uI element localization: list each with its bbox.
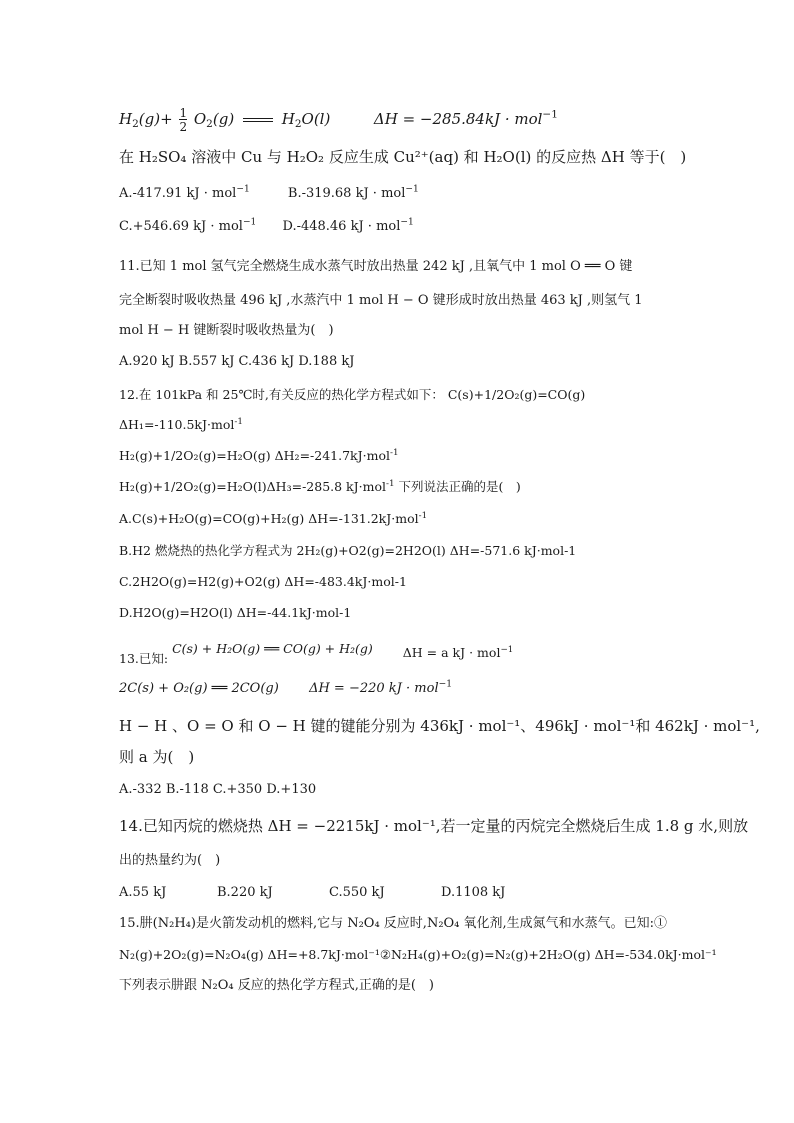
enthalpy-value: ΔH = −220 kJ · mol — [309, 681, 439, 696]
option-c: C.+546.69 kJ · mol — [119, 219, 243, 234]
q12-option-a — [119, 510, 754, 528]
question-text: 下列说法正确的是( ) — [398, 479, 521, 494]
exponent: −1 — [242, 217, 257, 228]
q15-line2: N₂(g)+2O₂(g)=N₂O₄(g) ΔH=+8.7kJ·mol⁻¹②N₂H₄(g)+O₂(g)=N₂(g)+2H₂O(g) ΔH=-534.0kJ·mol⁻¹ — [119, 947, 717, 962]
eq-term: H — [281, 110, 295, 128]
exponent: -1 — [386, 478, 395, 489]
option-a: A.-417.91 kJ · mol — [119, 186, 237, 201]
equation: H₂(g)+1/2O₂(g)=H₂O(g) ΔH₂=-241.7kJ·mol — [119, 448, 390, 463]
eq-term: O — [193, 110, 207, 128]
eq-term: (g)+ — [138, 110, 173, 128]
q11-line3: mol H − H 键断裂时吸收热量为( ) — [119, 323, 334, 338]
option-d: D.-448.46 kJ · mol — [282, 219, 401, 234]
q11-options: A.920 kJ B.557 kJ C.436 kJ D.188 kJ — [119, 354, 355, 369]
option-c: C.550 kJ — [329, 885, 385, 900]
exponent: -1 — [390, 447, 399, 458]
option-a: A.55 kJ — [119, 885, 167, 900]
equation: H₂(g)+1/2O₂(g)=H₂O(l)ΔH₃=-285.8 kJ·mol — [119, 479, 386, 494]
enthalpy-value: ΔH = a kJ · mol — [402, 645, 501, 660]
eq-subscript: 2 — [206, 118, 213, 131]
option-b: B.-319.68 kJ · mol — [287, 186, 406, 201]
q13-options: A.-332 B.-118 C.+350 D.+130 — [119, 782, 317, 797]
enthalpy-value: ΔH = −285.84kJ · mol — [373, 110, 543, 128]
exponent: −1 — [500, 644, 514, 655]
q11-line1: 11.已知 1 mol 氢气完全燃烧生成水蒸气时放出热量 242 kJ ,且氧气中 1 mol O ══ O 键 — [119, 259, 633, 274]
exponent: −1 — [438, 679, 453, 690]
exponent: -1 — [234, 416, 243, 427]
option-d: D.1108 kJ — [441, 885, 506, 900]
q12-option-d: D.H2O(g)=H2O(l) ΔH=-44.1kJ·mol-1 — [119, 605, 352, 620]
q15-line3: 下列表示肼跟 N₂O₄ 反应的热化学方程式,正确的是( ) — [119, 978, 434, 993]
equals-bar — [243, 118, 273, 122]
question-number: 13.已知: — [119, 651, 169, 666]
option-a: A.C(s)+H₂O(g)=CO(g)+H₂(g) ΔH=-131.2kJ·mol — [119, 511, 419, 526]
q12-line3 — [119, 447, 754, 465]
equation: 2C(s) + O₂(g) ══ 2CO(g) — [119, 681, 279, 696]
q13-eq1 — [119, 641, 754, 668]
fraction — [179, 107, 187, 133]
fraction-numerator: 1 — [179, 106, 188, 120]
exponent: −1 — [236, 184, 250, 195]
q14-options — [119, 884, 754, 902]
q12-option-c: C.2H2O(g)=H2(g)+O2(g) ΔH=-483.4kJ·mol-1 — [119, 574, 407, 589]
q10-question: 在 H₂SO₄ 溶液中 Cu 与 H₂O₂ 反应生成 Cu²⁺(aq) 和 H₂O(l) 的反应热 ΔH 等于( ) — [119, 148, 687, 166]
q10-options-row2 — [119, 218, 754, 236]
q13-line3: H − H 、O = O 和 O − H 键的键能分别为 436kJ · mol⁻¹、496kJ · mol⁻¹和 462kJ · mol⁻¹, — [119, 717, 760, 735]
q14-line1: 14.已知丙烷的燃烧热 ΔH = −2215kJ · mol⁻¹,若一定量的丙烷完全燃烧后生成 1.8 g 水,则放 — [119, 817, 749, 835]
equation: C(s) + H₂O(g) ══ CO(g) + H₂(g) — [172, 641, 373, 656]
eq-term: O(l) — [301, 110, 331, 128]
q10-options-row1 — [119, 185, 754, 203]
enthalpy-value: ΔH₁=-110.5kJ·mol — [119, 417, 235, 432]
eq-term: (g) — [212, 110, 235, 128]
exponent: -1 — [418, 510, 428, 521]
q12-option-b: B.H2 燃烧热的热化学方程式为 2H₂(g)+O2(g)=2H2O(l) ΔH=-571.6 kJ·mol-1 — [119, 543, 577, 558]
fraction-denominator: 2 — [179, 120, 188, 134]
exponent: −1 — [405, 184, 419, 195]
q12-line2 — [119, 416, 754, 434]
eq-subscript: 2 — [294, 118, 302, 131]
q12-line1: 12.在 101kPa 和 25℃时,有关反应的热化学方程式如下： C(s)+1/2O₂(g)=CO(g) — [119, 387, 586, 402]
q14-line2: 出的热量约为( ) — [119, 853, 221, 868]
q15-line1: 15.肼(N₂H₄)是火箭发动机的燃料,它与 N₂O₄ 反应时,N₂O₄ 氧化剂,生成氮气和水蒸气。已知:① — [119, 916, 668, 931]
q12-line4 — [119, 478, 754, 496]
q13-line4: 则 a 为( ) — [119, 748, 195, 766]
eq-term: H — [119, 110, 133, 128]
q13-eq2 — [119, 680, 754, 698]
q10-equation — [119, 104, 754, 134]
q11-line2: 完全断裂时吸收热量 496 kJ ,水蒸汽中 1 mol H − O 键形成时放出热量 463 kJ ,则氢气 1 — [119, 293, 643, 308]
eq-subscript: 2 — [132, 118, 139, 131]
exponent: −1 — [542, 108, 558, 121]
option-b: B.220 kJ — [217, 885, 273, 900]
exponent: −1 — [400, 217, 414, 228]
